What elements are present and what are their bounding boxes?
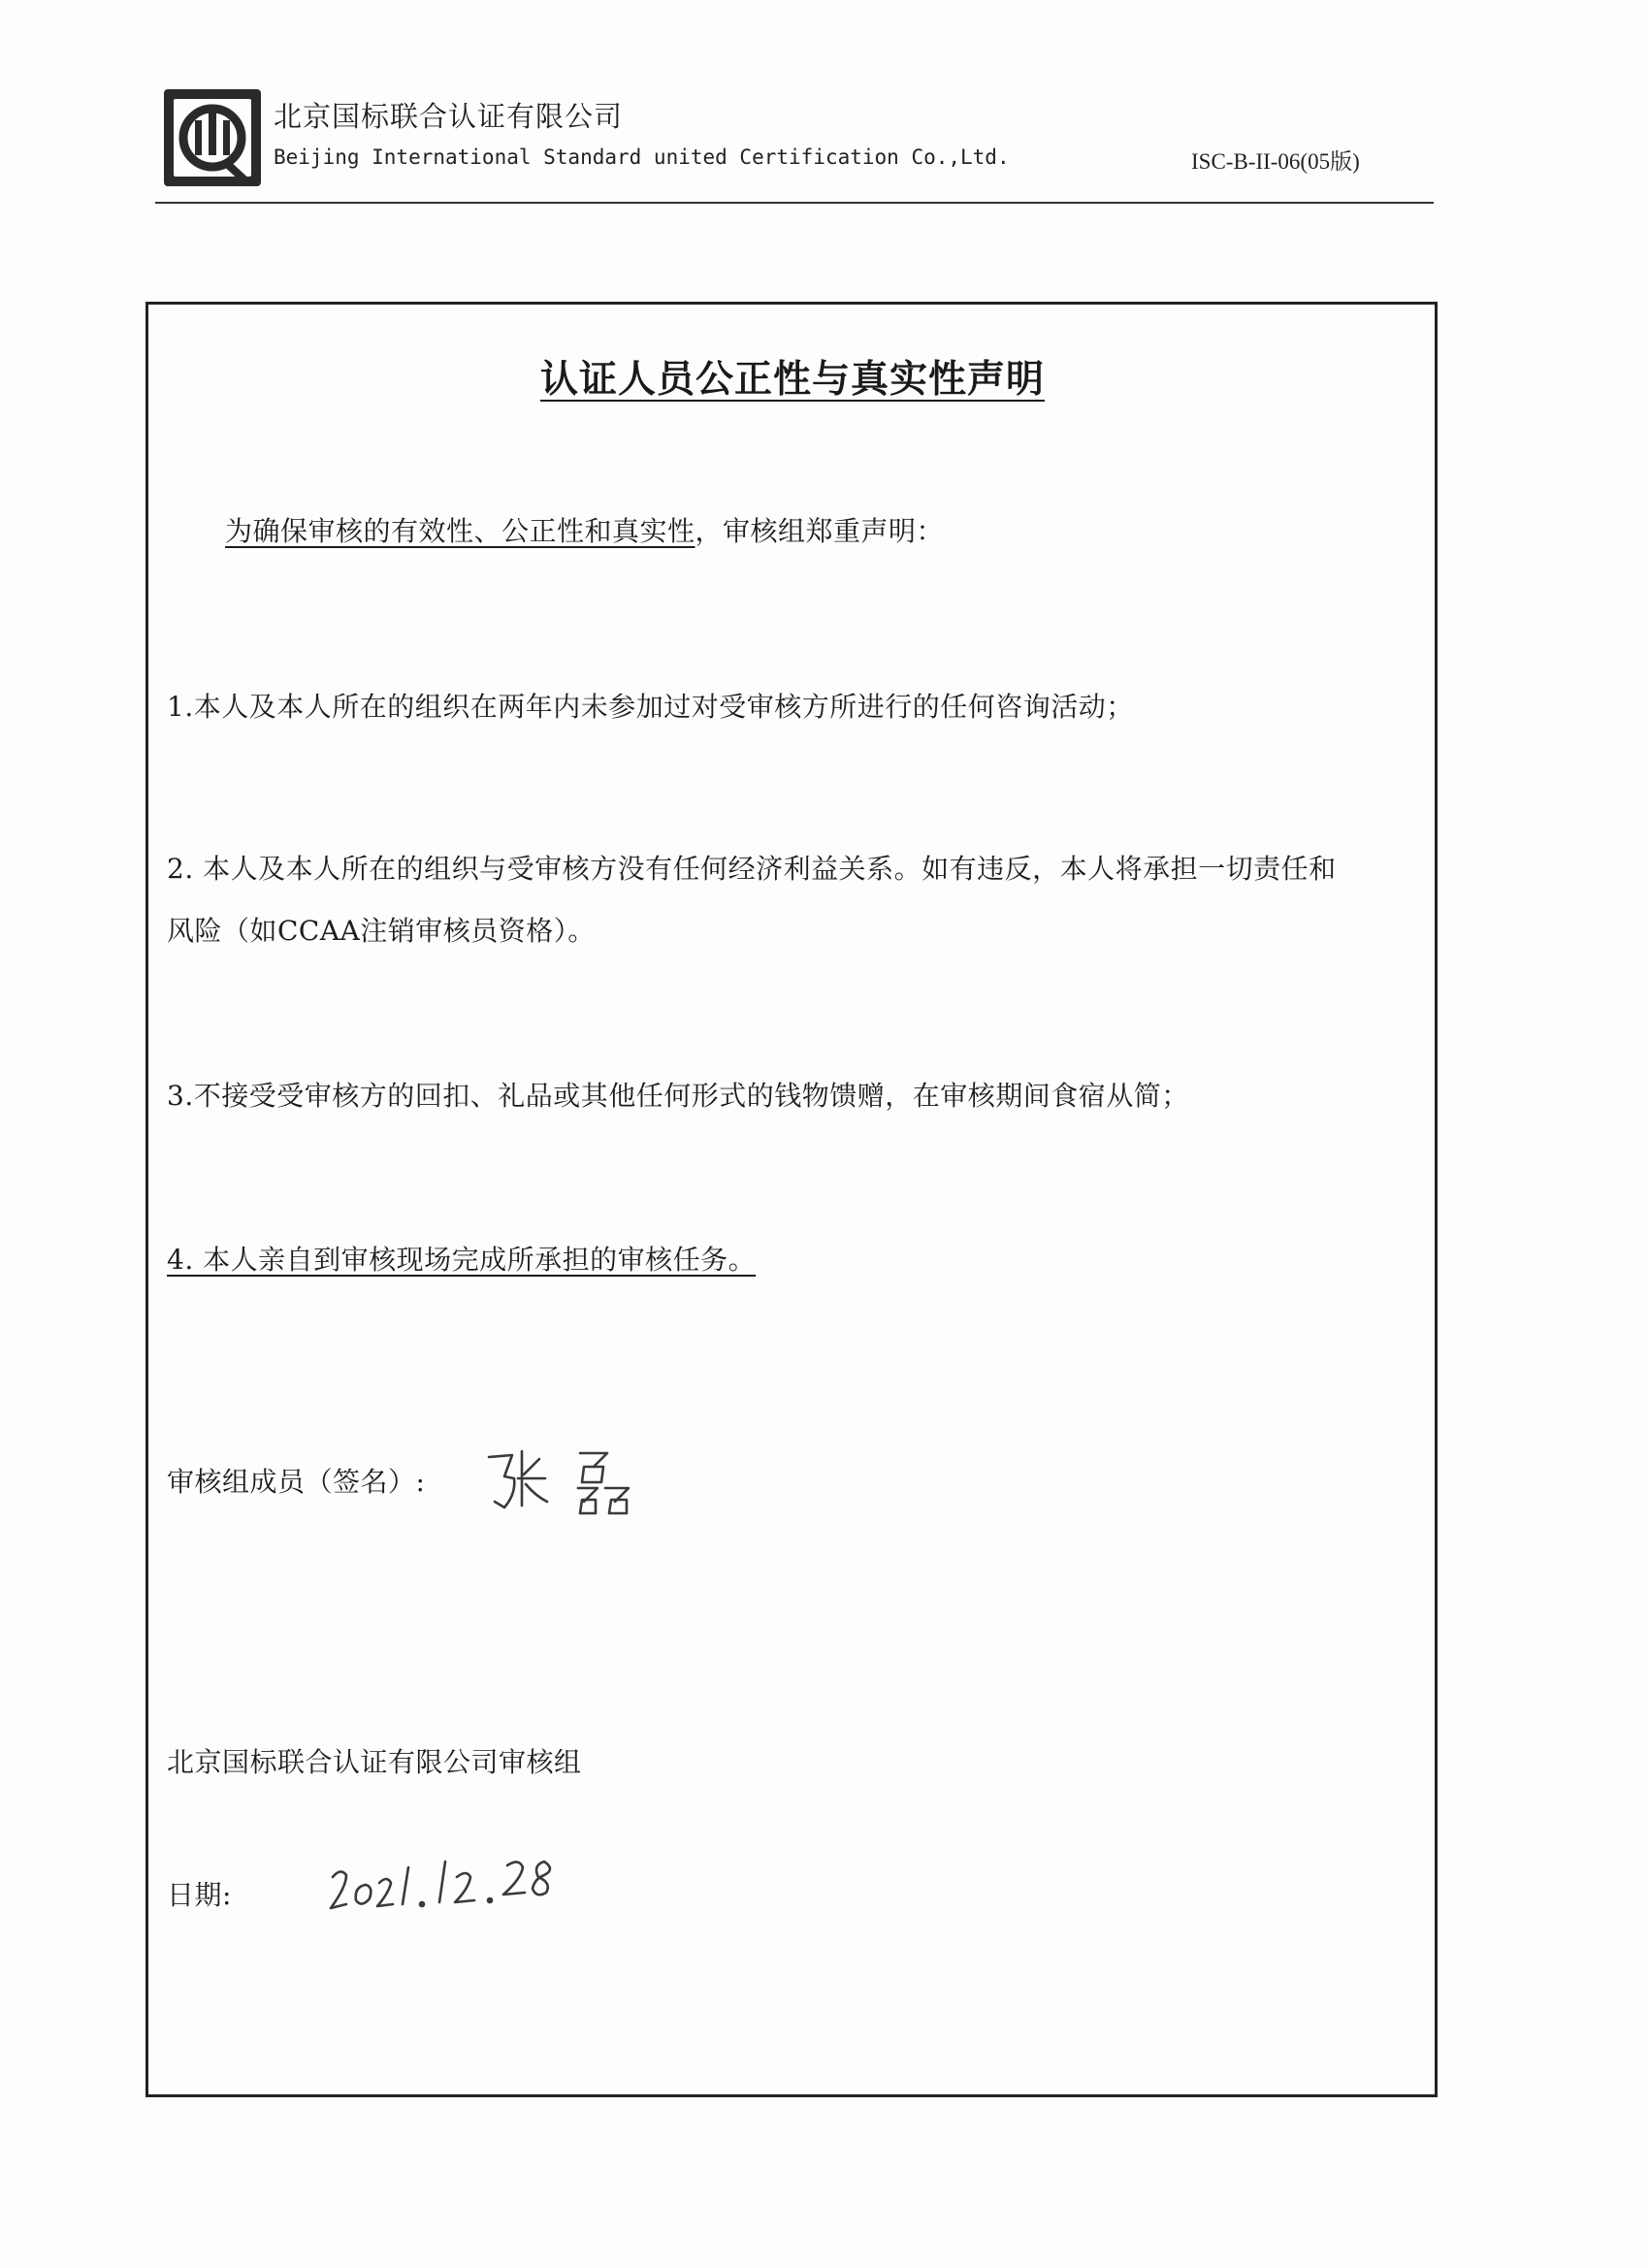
company-name-en: Beijing International Standard united Certification Co.,Ltd. — [274, 146, 1010, 169]
isc-logo-icon — [160, 85, 265, 190]
handwritten-signature — [475, 1443, 669, 1521]
signature-label: 审核组成员（签名）: — [167, 1466, 426, 1498]
date-label: 日期: — [167, 1879, 232, 1911]
header-divider — [155, 202, 1434, 204]
handwritten-date — [325, 1848, 567, 1926]
audit-team-name: 北京国标联合认证有限公司审核组 — [167, 1746, 582, 1778]
intro-underlined: 为确保审核的有效性、公正性和真实性 — [225, 515, 695, 547]
declaration-frame — [146, 302, 1438, 2097]
item-2-line-2: 风险（如CCAA注销审核员资格）。 — [167, 915, 596, 947]
item-3: 3.不接受受审核方的回扣、礼品或其他任何形式的钱物馈赠，在审核期间食宿从简； — [167, 1080, 1189, 1112]
item-4: 4. 本人亲自到审核现场完成所承担的审核任务。 — [167, 1244, 757, 1276]
title-text: 认证人员公正性与真实性声明 — [539, 358, 1045, 402]
intro-paragraph — [225, 510, 944, 549]
company-name-cn: 北京国标联合认证有限公司 — [274, 100, 624, 133]
page-title — [0, 349, 1585, 404]
document-code: ISC-B-II-06(05版) — [1191, 149, 1360, 174]
item-2-line-1: 2. 本人及本人所在的组织与受审核方没有任何经济利益关系。如有违反，本人将承担一切责任和 — [167, 853, 1337, 885]
item-1: 1.本人及本人所在的组织在两年内未参加过对受审核方所进行的任何咨询活动； — [167, 691, 1134, 723]
intro-rest: ，审核组郑重声明： — [695, 515, 945, 547]
